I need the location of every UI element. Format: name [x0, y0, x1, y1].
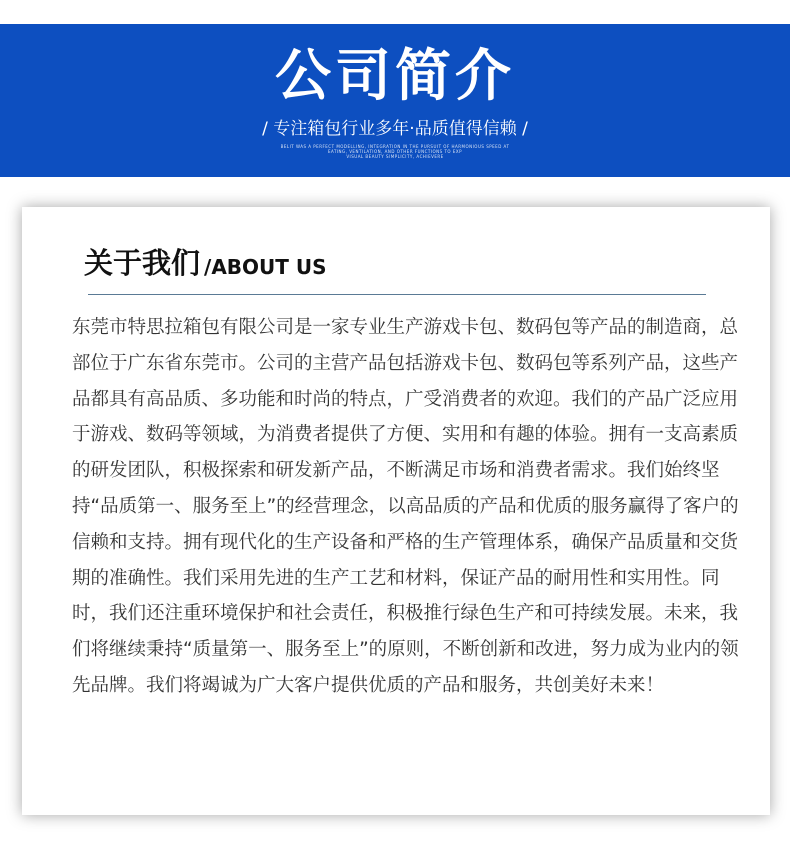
heading-english: /ABOUT US [204, 255, 327, 279]
heading-divider [88, 294, 706, 295]
about-card [22, 207, 770, 815]
banner-title: 公司简介 [275, 44, 515, 109]
heading-chinese: 关于我们 [84, 246, 201, 280]
banner-subtitle: / 专注箱包行业多年·品质值得信赖 / [262, 119, 528, 139]
banner-fine-print [0, 144, 790, 159]
fine-print-line: BELIT WAS A PERFECT MODELLING, INTEGRATION IN THE PURSUIT OF HARMONIOUS SPEED AT [280, 144, 510, 149]
section-heading [84, 239, 327, 283]
header-banner [0, 24, 790, 177]
fine-print-line: VISUAL BEAUTY SIMPLICITY, ACHIEVERE [346, 154, 444, 159]
company-description: 东莞市特思拉箱包有限公司是一家专业生产游戏卡包、数码包等产品的制造商，总部位于广东省东莞市。公司的主营产品包括游戏卡包、数码包等系列产品，这些产品都具有高品质、多功能和时尚的特点，广受消费者的欢迎。我们的产品广泛应用于游戏、数码等领域，为消费者提供了方便、实用和有趣的体验。拥有一支高素质的研发团队，积极探索和研发新产品，不断满足市场和消费者需求。我们始终坚持“品质第一、服务至上”的经营理念，以高品质的产品和优质的服务赢得了客户的信赖和支持。拥有现代化的生产设备和严格的生产管理体系，确保产品质量和交货期的准确性。我们采用先进的生产工艺和材料，保证产品的耐用性和实用性。同时，我们还注重环境保护和社会责任，积极推行绿色生产和可持续发展。未来，我们将继续秉持“质量第一、服务至上”的原则，不断创新和改进，努力成为业内的领先品牌。我们将竭诚为广大客户提供优质的产品和服务，共创美好未来！ [72, 317, 739, 696]
fine-print-line: EATING, VENTILATION, AND OTHER FUNCTIONS TO EXP [327, 149, 463, 154]
